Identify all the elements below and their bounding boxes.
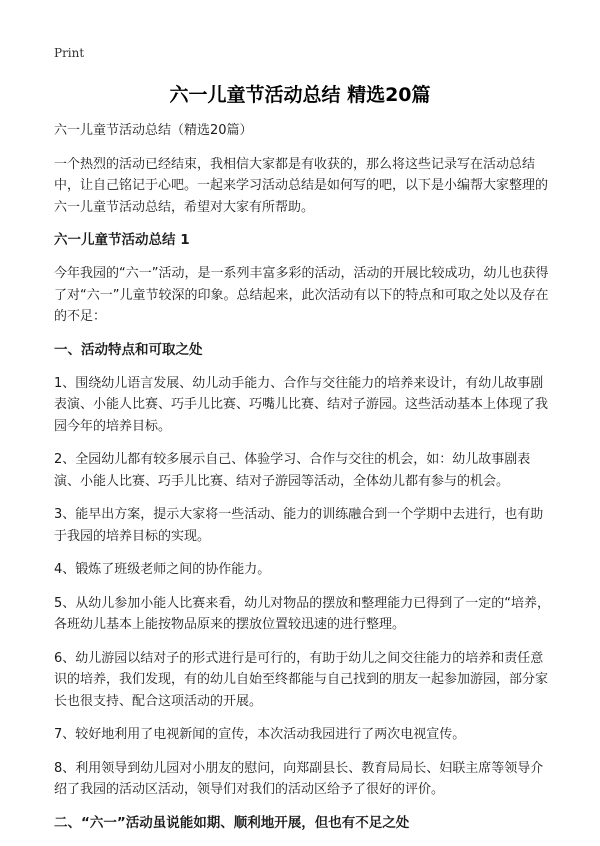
list-item: 7、较好地利用了电视新闻的宣传，本次活动我园进行了两次电视宣传。 [54, 727, 466, 742]
document-body [54, 120, 554, 846]
list-item: 1、围绕幼儿语言发展、幼儿动手能力、合作与交往能力的培养来设计，有幼儿故事剧表演、小能人比赛、巧手儿比赛、巧嘴儿比赛、结对子游园。这些活动基本上体现了我园今年的培养目标。 [54, 375, 549, 434]
document-subtitle: 六一儿童节活动总结（精选20篇） [54, 123, 253, 138]
part-heading-shortcomings: 二、“六一”活动虽说能如期、顺利地开展，但也有不足之处 [54, 814, 410, 831]
part-heading-features: 一、活动特点和可取之处 [54, 341, 203, 358]
list-item: 5、从幼儿参加小能人比赛来看，幼儿对物品的摆放和整理能力已得到了一定的“培养，各班幼儿基本上能按物品原来的摆放位置较迅速的进行整理。 [54, 595, 551, 632]
print-label: Print [54, 46, 85, 60]
section-heading: 六一儿童节活动总结 1 [54, 232, 190, 248]
section-intro-paragraph: 今年我园的“六一”活动，是一系列丰富多彩的活动，活动的开展比较成功，幼儿也获得了对“六一”儿童节较深的印象。总结起来，此次活动有以下的特点和可取之处以及存在的不足： [54, 266, 549, 324]
list-item: 4、锻炼了班级老师之间的协作能力。 [54, 562, 271, 577]
list-item: 6、幼儿游园以结对子的形式进行是可行的，有助于幼儿之间交往能力的培养和责任意识的培养，我们发现，有的幼儿自始至终都能与自己找到的朋友一起参加游园，部分家长也很支持、配合这项活动的开展。 [54, 650, 549, 709]
list-item: 2、全园幼儿都有较多展示自己、体验学习、合作与交往的机会，如：幼儿故事剧表演、小能人比赛、巧手儿比赛、结对子游园等活动，全体幼儿都有参与的机会。 [54, 452, 531, 489]
list-item: 3、能早出方案，提示大家将一些活动、能力的训练融合到一个学期中去进行，也有助于我园的培养目标的实现。 [54, 507, 544, 544]
intro-paragraph: 一个热烈的活动已经结束，我相信大家都是有收获的，那么将这些记录写在活动总结中，让自己铭记于心吧。一起来学习活动总结是如何写的吧，以下是小编帮大家整理的六一儿童节活动总结，希望对大家有所帮助。 [54, 156, 549, 215]
list-item: 8、利用领导到幼儿园对小朋友的慰问，向郑副县长、教育局局长、妇联主席等领导介绍了我园的活动区活动，领导们对我们的活动区给予了很好的评价。 [54, 760, 544, 797]
page-title: 六一儿童节活动总结 精选20篇 [169, 84, 431, 106]
